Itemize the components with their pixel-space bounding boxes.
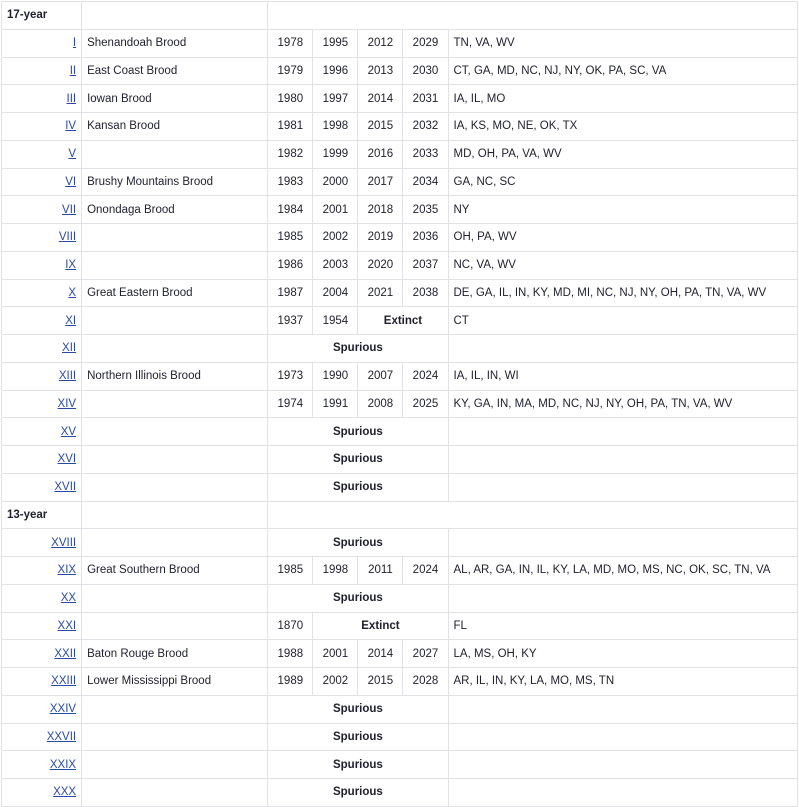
brood-number-cell — [2, 140, 82, 168]
brood-states: FL — [448, 612, 798, 640]
brood-states: IA, IL, IN, WI — [448, 362, 798, 390]
brood-name — [82, 612, 268, 640]
brood-number-cell — [2, 168, 82, 196]
emergence-year: 1998 — [313, 557, 358, 585]
emergence-year: 1988 — [268, 640, 313, 668]
section-header-row — [2, 501, 798, 529]
brood-number-link[interactable]: XII — [62, 342, 77, 355]
brood-number-cell — [2, 446, 82, 474]
brood-number-link[interactable]: I — [72, 37, 77, 50]
brood-row — [2, 224, 798, 252]
brood-number-cell — [2, 251, 82, 279]
brood-number-cell — [2, 695, 82, 723]
brood-number-cell — [2, 279, 82, 307]
emergence-year: 2015 — [358, 113, 403, 141]
brood-name — [82, 751, 268, 779]
brood-states — [448, 779, 798, 807]
brood-number-link[interactable]: XVI — [57, 453, 77, 466]
emergence-year: 1985 — [268, 557, 313, 585]
emergence-year: 2001 — [313, 196, 358, 224]
brood-name: Shenandoah Brood — [82, 29, 268, 57]
emergence-year: 2015 — [358, 668, 403, 696]
emergence-year: 1982 — [268, 140, 313, 168]
brood-states: MD, OH, PA, VA, WV — [448, 140, 798, 168]
brood-states — [448, 723, 798, 751]
brood-number-link[interactable]: XIV — [57, 397, 77, 410]
brood-states: LA, MS, OH, KY — [448, 640, 798, 668]
emergence-year: 2028 — [403, 668, 448, 696]
brood-number-cell — [2, 640, 82, 668]
brood-number-link[interactable]: XXIII — [51, 675, 77, 688]
emergence-year: 1974 — [268, 390, 313, 418]
brood-note: Spurious — [268, 584, 448, 612]
brood-name — [82, 335, 268, 363]
brood-row — [2, 723, 798, 751]
brood-note: Spurious — [268, 446, 448, 474]
brood-number-link[interactable]: III — [66, 92, 77, 105]
brood-number-link[interactable]: VII — [62, 203, 77, 216]
brood-table — [1, 1, 798, 807]
brood-note: Spurious — [268, 473, 448, 501]
brood-number-link[interactable]: XXI — [57, 619, 77, 632]
brood-name — [82, 584, 268, 612]
brood-number-cell — [2, 418, 82, 446]
emergence-year: 1983 — [268, 168, 313, 196]
brood-number-cell — [2, 557, 82, 585]
brood-number-link[interactable]: XIII — [58, 370, 77, 383]
emergence-year: 2027 — [403, 640, 448, 668]
emergence-year: 2014 — [358, 640, 403, 668]
brood-status: Extinct — [358, 307, 448, 335]
brood-number-cell — [2, 779, 82, 807]
emergence-year: 2034 — [403, 168, 448, 196]
brood-note: Spurious — [268, 779, 448, 807]
brood-row — [2, 168, 798, 196]
emergence-year: 1997 — [313, 85, 358, 113]
brood-row — [2, 612, 798, 640]
brood-row — [2, 695, 798, 723]
emergence-year: 1981 — [268, 113, 313, 141]
section-spacer — [82, 2, 268, 30]
emergence-year: 1984 — [268, 196, 313, 224]
brood-number-link[interactable]: V — [68, 148, 77, 161]
brood-states — [448, 751, 798, 779]
emergence-year: 2031 — [403, 85, 448, 113]
brood-row — [2, 446, 798, 474]
brood-name — [82, 307, 268, 335]
emergence-year: 1985 — [268, 224, 313, 252]
brood-number-link[interactable]: XV — [60, 425, 77, 438]
brood-states — [448, 418, 798, 446]
emergence-year: 2024 — [403, 362, 448, 390]
brood-note: Spurious — [268, 529, 448, 557]
brood-note: Spurious — [268, 695, 448, 723]
brood-note: Spurious — [268, 335, 448, 363]
brood-number-cell — [2, 668, 82, 696]
brood-name: Baton Rouge Brood — [82, 640, 268, 668]
brood-number-link[interactable]: XXVII — [46, 730, 77, 743]
brood-number-cell — [2, 362, 82, 390]
emergence-year: 2032 — [403, 113, 448, 141]
brood-states — [448, 529, 798, 557]
brood-states: OH, PA, WV — [448, 224, 798, 252]
emergence-year: 2001 — [313, 640, 358, 668]
brood-status: Extinct — [313, 612, 448, 640]
brood-number-link[interactable]: XXIV — [49, 703, 77, 716]
emergence-year: 2002 — [313, 224, 358, 252]
brood-row — [2, 85, 798, 113]
emergence-year: 1995 — [313, 29, 358, 57]
emergence-year: 1980 — [268, 85, 313, 113]
brood-row — [2, 29, 798, 57]
brood-states: KY, GA, IN, MA, MD, NC, NJ, NY, OH, PA, TN, VA, WV — [448, 390, 798, 418]
emergence-year: 1870 — [268, 612, 313, 640]
section-blank — [268, 2, 798, 30]
emergence-year: 2004 — [313, 279, 358, 307]
brood-row — [2, 140, 798, 168]
brood-number-link[interactable]: VI — [65, 175, 77, 188]
brood-number-cell — [2, 85, 82, 113]
emergence-year: 2036 — [403, 224, 448, 252]
brood-states: DE, GA, IL, IN, KY, MD, MI, NC, NJ, NY, OH, PA, TN, VA, WV — [448, 279, 798, 307]
emergence-year: 2002 — [313, 668, 358, 696]
brood-number-cell — [2, 473, 82, 501]
section-blank — [268, 501, 798, 529]
emergence-year: 1991 — [313, 390, 358, 418]
emergence-year: 2014 — [358, 85, 403, 113]
emergence-year: 2012 — [358, 29, 403, 57]
emergence-year: 2038 — [403, 279, 448, 307]
brood-states — [448, 446, 798, 474]
brood-name — [82, 473, 268, 501]
emergence-year: 1937 — [268, 307, 313, 335]
brood-number-link[interactable]: X — [68, 286, 77, 299]
brood-row — [2, 668, 798, 696]
brood-name — [82, 390, 268, 418]
brood-name — [82, 224, 268, 252]
brood-row — [2, 529, 798, 557]
emergence-year: 2013 — [358, 57, 403, 85]
brood-name: Iowan Brood — [82, 85, 268, 113]
emergence-year: 2033 — [403, 140, 448, 168]
emergence-year: 2019 — [358, 224, 403, 252]
emergence-year: 1989 — [268, 668, 313, 696]
brood-number-cell — [2, 584, 82, 612]
emergence-year: 1987 — [268, 279, 313, 307]
brood-name — [82, 529, 268, 557]
brood-number-cell — [2, 723, 82, 751]
emergence-year: 2018 — [358, 196, 403, 224]
section-label: 13-year — [2, 501, 82, 529]
brood-note: Spurious — [268, 751, 448, 779]
brood-number-link[interactable]: XI — [65, 314, 77, 327]
brood-states: CT — [448, 307, 798, 335]
brood-states — [448, 473, 798, 501]
brood-name: East Coast Brood — [82, 57, 268, 85]
brood-number-cell — [2, 307, 82, 335]
brood-number-link[interactable]: VIII — [58, 231, 77, 244]
brood-row — [2, 335, 798, 363]
emergence-year: 1973 — [268, 362, 313, 390]
brood-name: Kansan Brood — [82, 113, 268, 141]
brood-states: IA, KS, MO, NE, OK, TX — [448, 113, 798, 141]
brood-number-link[interactable]: XX — [60, 592, 77, 605]
brood-name: Brushy Mountains Brood — [82, 168, 268, 196]
brood-number-link[interactable]: XXIX — [49, 758, 77, 771]
emergence-year: 1999 — [313, 140, 358, 168]
brood-number-link[interactable]: IV — [65, 120, 77, 133]
emergence-year: 1979 — [268, 57, 313, 85]
brood-number-link[interactable]: XXII — [54, 647, 77, 660]
brood-row — [2, 307, 798, 335]
emergence-year: 2035 — [403, 196, 448, 224]
brood-number-cell — [2, 29, 82, 57]
brood-number-cell — [2, 57, 82, 85]
brood-row — [2, 196, 798, 224]
brood-row — [2, 251, 798, 279]
brood-number-cell — [2, 751, 82, 779]
section-label: 17-year — [2, 2, 82, 30]
brood-name: Northern Illinois Brood — [82, 362, 268, 390]
brood-row — [2, 362, 798, 390]
brood-name — [82, 251, 268, 279]
brood-row — [2, 113, 798, 141]
brood-number-link[interactable]: XVII — [54, 481, 77, 494]
emergence-year: 1998 — [313, 113, 358, 141]
brood-name — [82, 779, 268, 807]
brood-states: AL, AR, GA, IN, IL, KY, LA, MD, MO, MS, NC, OK, SC, TN, VA — [448, 557, 798, 585]
brood-states: TN, VA, WV — [448, 29, 798, 57]
emergence-year: 2016 — [358, 140, 403, 168]
brood-number-cell — [2, 113, 82, 141]
section-spacer — [82, 501, 268, 529]
brood-name — [82, 723, 268, 751]
emergence-year: 2020 — [358, 251, 403, 279]
brood-states: AR, IL, IN, KY, LA, MO, MS, TN — [448, 668, 798, 696]
brood-name: Onondaga Brood — [82, 196, 268, 224]
brood-number-link[interactable]: II — [69, 64, 77, 77]
emergence-year: 2011 — [358, 557, 403, 585]
brood-row — [2, 640, 798, 668]
emergence-year: 2025 — [403, 390, 448, 418]
brood-number-link[interactable]: XXX — [53, 786, 77, 799]
brood-note: Spurious — [268, 723, 448, 751]
emergence-year: 1990 — [313, 362, 358, 390]
brood-row — [2, 584, 798, 612]
brood-states — [448, 584, 798, 612]
emergence-year: 2037 — [403, 251, 448, 279]
brood-states — [448, 695, 798, 723]
brood-name — [82, 418, 268, 446]
brood-name — [82, 446, 268, 474]
emergence-year: 1996 — [313, 57, 358, 85]
brood-name — [82, 695, 268, 723]
brood-number-cell — [2, 335, 82, 363]
emergence-year: 2030 — [403, 57, 448, 85]
emergence-year: 2021 — [358, 279, 403, 307]
brood-name: Great Eastern Brood — [82, 279, 268, 307]
brood-row — [2, 279, 798, 307]
emergence-year: 2007 — [358, 362, 403, 390]
brood-name: Lower Mississippi Brood — [82, 668, 268, 696]
brood-row — [2, 418, 798, 446]
brood-row — [2, 779, 798, 807]
brood-note: Spurious — [268, 418, 448, 446]
emergence-year: 2017 — [358, 168, 403, 196]
emergence-year: 2000 — [313, 168, 358, 196]
brood-states: IA, IL, MO — [448, 85, 798, 113]
brood-row — [2, 390, 798, 418]
brood-number-link[interactable]: XVIII — [51, 536, 77, 549]
brood-states: GA, NC, SC — [448, 168, 798, 196]
brood-number-cell — [2, 529, 82, 557]
brood-states: NC, VA, WV — [448, 251, 798, 279]
brood-name — [82, 140, 268, 168]
emergence-year: 1954 — [313, 307, 358, 335]
brood-number-cell — [2, 612, 82, 640]
brood-states — [448, 335, 798, 363]
emergence-year: 1986 — [268, 251, 313, 279]
emergence-year: 2003 — [313, 251, 358, 279]
brood-number-link[interactable]: IX — [65, 259, 77, 272]
brood-number-cell — [2, 390, 82, 418]
brood-number-cell — [2, 196, 82, 224]
emergence-year: 2008 — [358, 390, 403, 418]
brood-states: NY — [448, 196, 798, 224]
emergence-year: 2029 — [403, 29, 448, 57]
brood-row — [2, 473, 798, 501]
emergence-year: 2024 — [403, 557, 448, 585]
brood-row — [2, 557, 798, 585]
brood-states: CT, GA, MD, NC, NJ, NY, OK, PA, SC, VA — [448, 57, 798, 85]
brood-name: Great Southern Brood — [82, 557, 268, 585]
brood-number-link[interactable]: XIX — [57, 564, 77, 577]
brood-row — [2, 57, 798, 85]
section-header-row — [2, 2, 798, 30]
brood-row — [2, 751, 798, 779]
emergence-year: 1978 — [268, 29, 313, 57]
brood-number-cell — [2, 224, 82, 252]
